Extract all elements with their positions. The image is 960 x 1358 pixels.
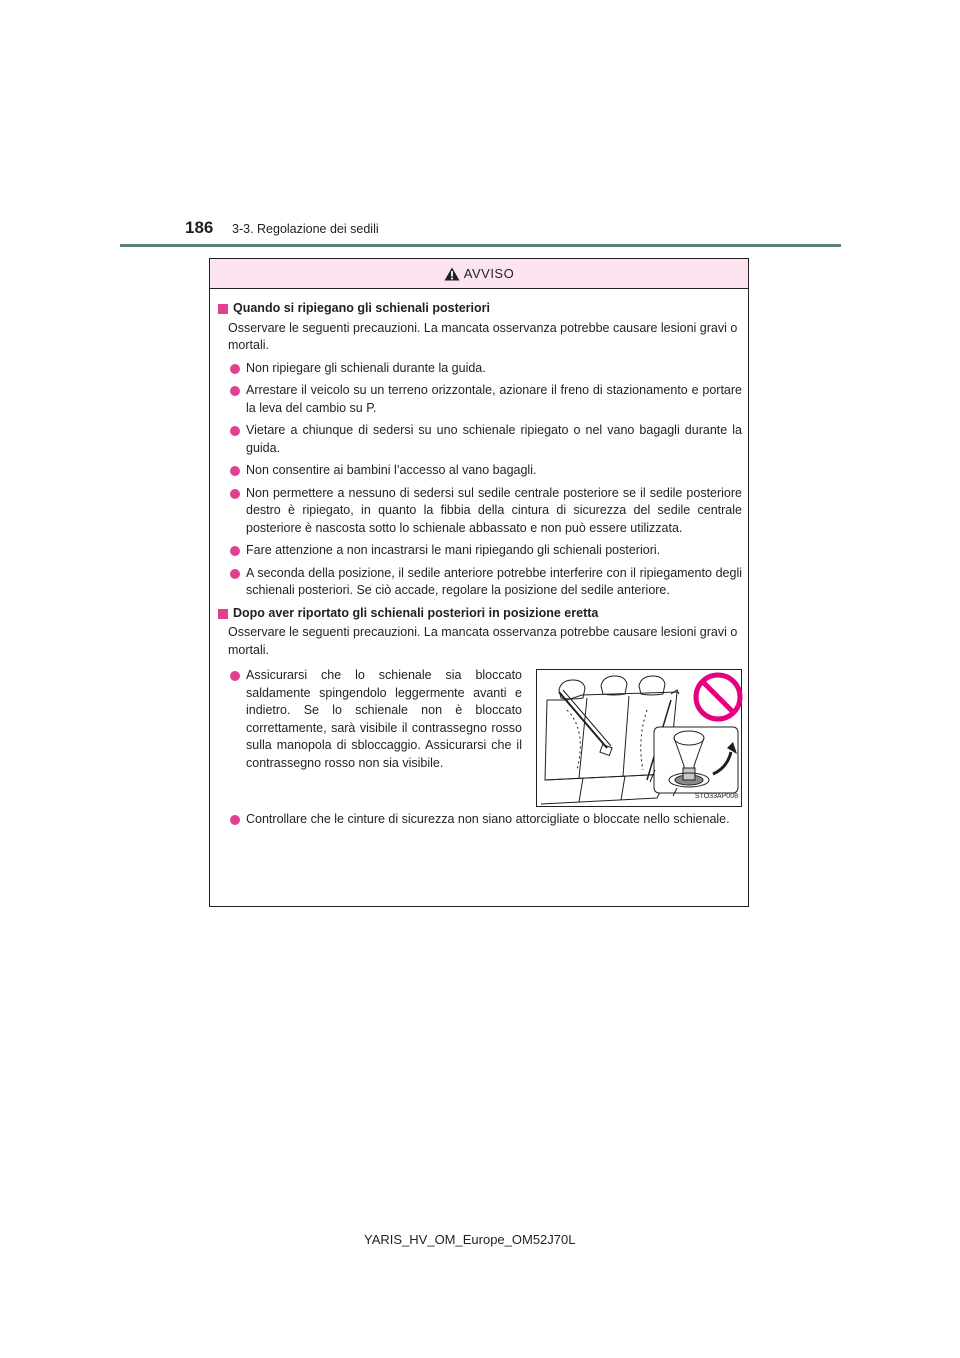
list-item: Non permettere a nessuno di sedersi sul sedile centrale posteriore se il sedile posteriore destro è ripiegato, in quanto la fibbia della cintura di sicurezza del sedile centrale posteriore è nascosta sotto lo schienale abbassato e non può essere utilizzata.	[226, 485, 742, 538]
dot-bullet-icon	[230, 546, 240, 556]
warning-header	[210, 259, 748, 289]
warning-triangle-icon	[444, 267, 460, 281]
section-title: 3-3. Regolazione dei sedili	[232, 222, 379, 236]
prohibition-icon	[696, 675, 740, 719]
dot-bullet-icon	[230, 466, 240, 476]
section-heading: Quando si ripiegano gli schienali posteriori	[218, 300, 742, 318]
list-item: Fare attenzione a non incastrarsi le mani ripiegando gli schienali posteriori.	[226, 542, 742, 560]
list-item: Assicurarsi che lo schienale sia bloccato saldamente spingendolo leggermente avanti e indietro. Se lo schienale non è bloccato correttamente, sarà visibile il contrassegno rosso sulla manopola di sbloccaggio. Assicurarsi che il contrassegno rosso non sia visibile.	[226, 667, 522, 772]
list-item: Controllare che le cinture di sicurezza non siano attorcigliate o bloccate nello schienale.	[226, 811, 742, 829]
figure-code: STO33AP008	[694, 792, 738, 800]
section-intro: Osservare le seguenti precauzioni. La mancata osservanza potrebbe causare lesioni gravi o mortali.	[228, 625, 738, 657]
section-heading: Dopo aver riportato gli schienali posteriori in posizione eretta	[218, 605, 742, 623]
list-item: Non consentire ai bambini l’accesso al vano bagagli.	[226, 462, 742, 480]
list-item: Vietare a chiunque di sedersi su uno schienale ripiegato o nel vano bagagli durante la guida.	[226, 422, 742, 457]
document-id: YARIS_HV_OM_Europe_OM52J70L	[364, 1232, 576, 1247]
dot-bullet-icon	[230, 364, 240, 374]
section-intro: Osservare le seguenti precauzioni. La mancata osservanza potrebbe causare lesioni gravi o mortali.	[228, 320, 738, 352]
square-bullet-icon	[218, 304, 228, 314]
dot-bullet-icon	[230, 386, 240, 396]
dot-bullet-icon	[230, 489, 240, 499]
rear-seat-illustration	[536, 669, 742, 807]
square-bullet-icon	[218, 609, 228, 619]
list-item: A seconda della posizione, il sedile anteriore potrebbe interferire con il ripiegamento degli schienali posteriori. Se ciò accade, regolare la posizione del sedile anteriore.	[226, 565, 742, 600]
warning-box	[209, 258, 749, 907]
rear-seat-drawing	[537, 670, 743, 806]
dot-bullet-icon	[230, 569, 240, 579]
page-number: 186	[185, 218, 214, 237]
warning-label: AVVISO	[463, 266, 515, 281]
illustration-row	[218, 667, 742, 807]
warning-content	[210, 289, 748, 829]
dot-bullet-icon	[230, 815, 240, 825]
dot-bullet-icon	[230, 671, 240, 681]
header-rule	[120, 244, 841, 247]
list-item: Arrestare il veicolo su un terreno orizzontale, azionare il freno di stazionamento e portare la leva del cambio su P.	[226, 382, 742, 417]
dot-bullet-icon	[230, 426, 240, 436]
list-item: Non ripiegare gli schienali durante la guida.	[226, 360, 742, 378]
